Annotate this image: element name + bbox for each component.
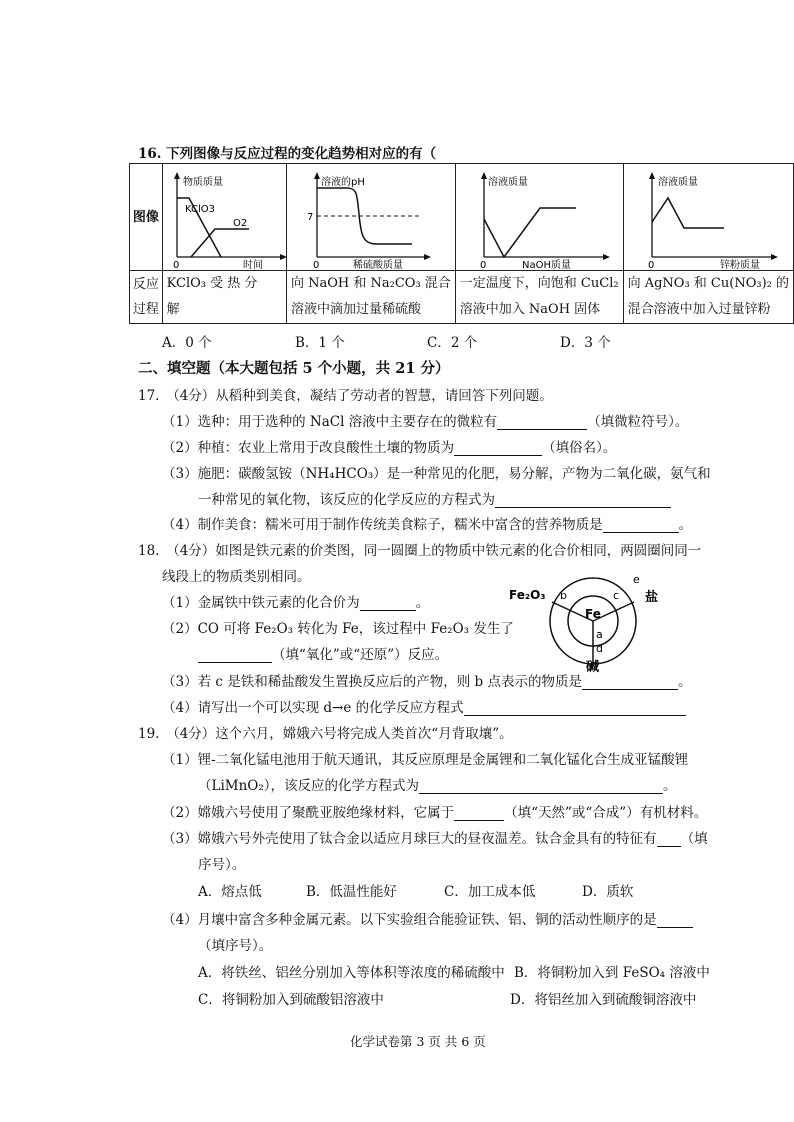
q18-blank1[interactable] <box>360 596 416 611</box>
q19-part4-option-c: C．将铜粉加入到硫酸铝溶液中 <box>198 992 384 1008</box>
page-footer: 化学试卷第 3 页 共 6 页 <box>350 1034 486 1049</box>
row-image-label: 图像 <box>130 164 163 271</box>
diagram-salt-label: 盐 <box>645 590 659 605</box>
q19-part4-option-b: B．将铜粉加入到 FeSO₄ 溶液中 <box>514 965 710 981</box>
g1-xlabel: 时间 <box>242 260 263 270</box>
g3-xlabel: NaOH质量 <box>521 260 571 270</box>
q18-part2-line1: （2）CO 可将 Fe₂O₃ 转化为 Fe，该过程中 Fe₂O₃ 发生了 <box>162 621 514 637</box>
q16-option-c: C．2 个 <box>427 335 478 351</box>
q17-part2: （2）种植：农业上常用于改良酸性土壤的物质为 （填俗名）。 <box>162 440 617 456</box>
q19-part3-option-b: B．低温性能好 <box>306 884 397 900</box>
q19-blank3[interactable] <box>657 832 681 847</box>
g1-o2-label: O2 <box>232 218 247 229</box>
q19-part4-line2: （填序号）。 <box>198 938 273 954</box>
g1-ylabel: 物质质量 <box>182 177 223 188</box>
q18-part4: （4）请写出一个可以实现 d→e 的化学反应方程式 <box>162 696 686 716</box>
q19-part4-line1: （4）月壤中富含多种金属元素。以下实验组合能验证铁、铝、铜的活动性顺序的是 <box>162 908 693 928</box>
diagram-point-e: e <box>633 573 640 586</box>
g4-origin: 0 <box>647 260 654 270</box>
q19-part3-option-c: C．加工成本低 <box>444 884 536 900</box>
q16-table <box>129 163 794 324</box>
process-1: KClO₃ 受 热 分 解 <box>162 271 286 324</box>
g1-origin: 0 <box>172 260 180 270</box>
process-2: 向 NaOH 和 Na₂CO₃ 混合 溶液中滴加过量稀硫酸 <box>286 271 455 324</box>
q17-part3-line2: 一种常见的氧化物，该反应的化学反应的方程式为 <box>198 488 671 508</box>
q17-part1: （1）选种：用于选种的 NaCl 溶液中主要存在的微粒有 （填微粒符号）。 <box>162 414 689 430</box>
q17-stem: 17. （4分）从稻种到美食，凝结了劳动者的智慧，请回答下列问题。 <box>138 388 553 404</box>
q19-blank1[interactable] <box>419 779 663 794</box>
q16-option-b: B．1 个 <box>295 335 345 351</box>
diagram-point-b: b <box>560 589 567 602</box>
graph-3 <box>455 164 623 271</box>
process-3: 一定温度下，向饱和 CuCl₂ 溶液中加入 NaOH 固体 <box>455 271 623 324</box>
q19-part2: （2）嫦娥六号使用了聚酰亚胺绝缘材料，它属于 （填“天然”或“合成”）有机材料。 <box>162 805 708 821</box>
q19-part4-option-a: A．将铁丝、铝丝分别加入等体积等浓度的稀硫酸中 <box>198 965 505 981</box>
diagram-point-a: a <box>596 628 603 641</box>
graph-4 <box>623 164 793 271</box>
diagram-fe2o3: Fe₂O₃ <box>509 588 546 602</box>
g2-ylabel: 溶液的pH <box>320 177 365 188</box>
diagram-point-c: c <box>613 589 620 602</box>
process-4: 向 AgNO₃ 和 Cu(NO₃)₂ 的 混合溶液中加入过量锌粉 <box>623 271 793 324</box>
g3-ylabel: 溶液质量 <box>487 177 528 188</box>
g3-origin: 0 <box>479 260 487 270</box>
g4-xlabel: 锌粉质量 <box>719 260 760 270</box>
g4-ylabel: 溶液质量 <box>657 177 698 188</box>
q18-part2-line2: （填“氧化”或“还原”）反应。 <box>198 643 448 663</box>
graph-3-svg <box>456 164 618 270</box>
q18-blank2[interactable] <box>198 648 272 663</box>
diagram-fe: Fe <box>585 607 601 621</box>
g1-kclo3-label: KClO3 <box>184 204 215 215</box>
q19-part3-option-a: A．熔点低 <box>198 884 262 900</box>
q16-stem: 16. 下列图像与反应过程的变化趋势相对应的有（ <box>138 146 437 162</box>
q19-blank2[interactable] <box>454 806 504 821</box>
q19-blank4[interactable] <box>657 913 693 928</box>
q17-blank4[interactable] <box>603 518 679 533</box>
g2-xlabel: 稀硫酸质量 <box>352 260 403 270</box>
graph-2-svg <box>287 164 437 270</box>
graph-1-svg <box>163 164 292 270</box>
q17-blank3[interactable] <box>495 493 671 508</box>
diagram-base-label: 碱 <box>586 660 600 674</box>
diagram-point-d: d <box>596 642 603 655</box>
q16-option-a: A．0 个 <box>162 335 212 351</box>
q19-part3-line1: （3）嫦娥六号外壳使用了钛合金以适应月球巨大的昼夜温差。钛合金具有的特征有 （填 <box>162 831 708 847</box>
q17-blank1[interactable] <box>497 415 587 430</box>
q17-part3-line1: （3）施肥：碳酸氢铵（NH₄HCO₃）是一种常见的化肥，易分解，产物为二氧化碳，氨气和 <box>162 466 711 482</box>
graph-2 <box>286 164 455 271</box>
q18-blank3[interactable] <box>582 675 678 690</box>
q19-part4-option-d: D．将铝丝加入到硫酸铜溶液中 <box>510 992 697 1008</box>
q19-stem: 19. （4分）这个六月，嫦娥六号将完成人类首次“月背取壤”。 <box>138 726 513 742</box>
section-2-title: 二、填空题（本大题包括 5 个小题，共 21 分） <box>138 360 450 377</box>
row-process-label: 反应 过程 <box>130 271 163 324</box>
graph-4-svg <box>624 164 786 270</box>
q19-part1-line1: （1）锂-二氧化锰电池用于航天通讯，其反应原理是金属锂和二氧化锰化合生成亚锰酸锂 <box>162 752 689 768</box>
q18-part1: （1）金属铁中铁元素的化合价为 。 <box>162 595 430 611</box>
q19-part3-line2: 序号）。 <box>198 857 246 873</box>
iron-valence-diagram <box>504 568 664 674</box>
g2-ph7: 7 <box>306 212 314 223</box>
q18-stem-line2: 线段上的物质类别相同。 <box>162 569 311 585</box>
g2-origin: 0 <box>312 260 320 270</box>
q19-part1-line2: （LiMnO₂），该反应的化学方程式为 。 <box>198 778 677 794</box>
q18-stem-line1: 18. （4分）如图是铁元素的价类图，同一圆圈上的物质中铁元素的化合价相同，两圆圈间同一 <box>138 543 702 559</box>
q19-part3-option-d: D．质软 <box>582 884 634 900</box>
q18-blank4[interactable] <box>464 701 686 716</box>
q16-option-d: D．3 个 <box>560 335 611 351</box>
q17-blank2[interactable] <box>454 441 542 456</box>
graph-1 <box>162 164 286 271</box>
q17-part4: （4）制作美食：糯米可用于制作传统美食粽子，糯米中富含的营养物质是 。 <box>162 517 693 533</box>
q18-part3: （3）若 c 是铁和稀盐酸发生置换反应后的产物，则 b 点表示的物质是 。 <box>162 674 692 690</box>
